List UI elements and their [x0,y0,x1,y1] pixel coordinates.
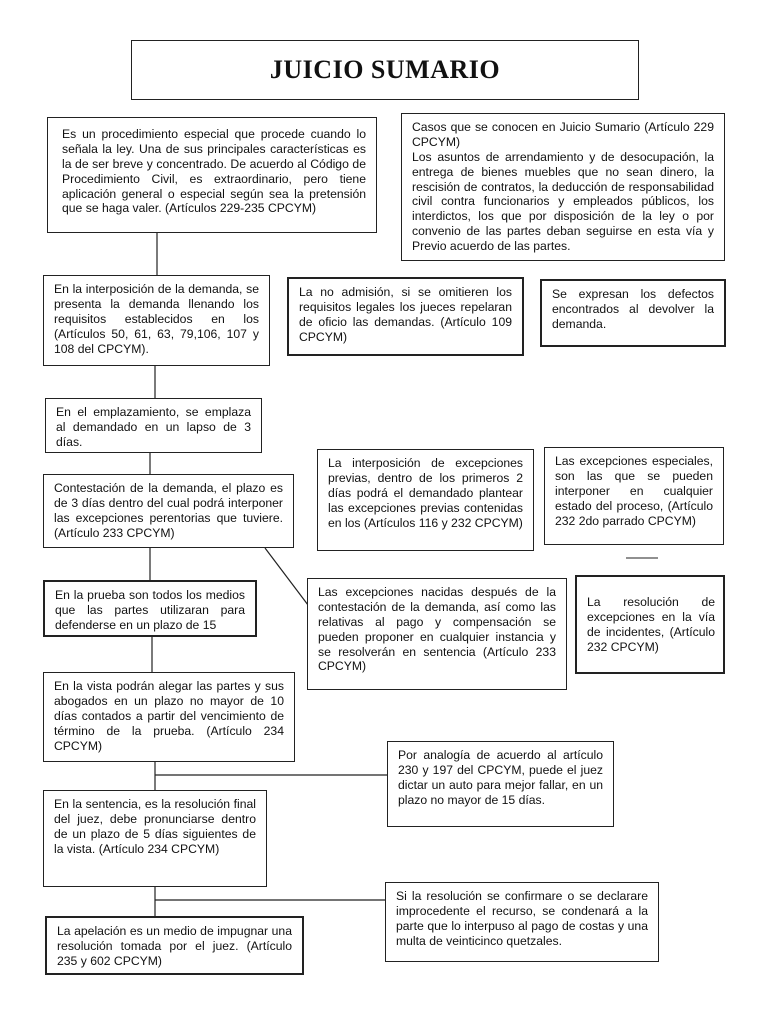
excepciones-especiales-box: Las excepciones especiales, son las que se pueden interponer en cualquier estado del proceso, (Artículo 232 2do parrado CPCYM) [544,447,724,545]
contestacion-box: Contestación de la demanda, el plazo es de 3 días dentro del cual podrá interponer las excepciones perentorias que tuviere. (Artículo 233 CPCYM) [43,474,294,548]
connector-contestacion-excepciones-nacidas [265,548,308,605]
sentencia-box: En la sentencia, es la resolución final del juez, debe pronunciarse dentro de un plazo de 5 días siguientes de la vista. (Artículo 234 CPCYM) [43,790,267,887]
no-admision-box: La no admisión, si se omitieren los requisitos legales los jueces repelaran de oficio las demandas. (Artículo 109 CPCYM) [287,277,524,356]
definicion-box: Es un procedimiento especial que procede cuando lo señala la ley. Una de sus principales características es la de ser breve y concentrado. De acuerdo al Código de Procedimiento Civil, es extraordinario, pero tiene aplicación general o especial según sea la pretensión que se haga valer. (Artículos 229-235 CPCYM) [47,117,377,233]
apelacion-box: La apelación es un medio de impugnar una resolución tomada por el juez. (Artículo 235 y 602 CPCYM) [45,916,304,975]
prueba-box: En la prueba son todos los medios que las partes utilizaran para defenderse en un plazo de 15 [43,580,257,637]
excepciones-previas-box: La interposición de excepciones previas, dentro de los primeros 2 días podrá el demandado plantear las excepciones previas contenidas en los (Artículos 116 y 232 CPCYM) [317,449,534,551]
page-title: JUICIO SUMARIO [131,40,639,100]
analogia-box: Por analogía de acuerdo al artículo 230 y 197 del CPCYM, puede el juez dictar un auto para mejor fallar, en un plazo no mayor de 15 días. [387,741,614,827]
resolucion-confirmare-box: Si la resolución se confirmare o se declarare improcedente el recurso, se condenará a la parte que lo interpuso al pago de costas y una multa de veinticinco quetzales. [385,882,659,962]
vista-box: En la vista podrán alegar las partes y sus abogados en un plazo no mayor de 10 días contados a partir del vencimiento de término de la prueba. (Artículo 234 CPCYM) [43,672,295,762]
excepciones-nacidas-box: Las excepciones nacidas después de la contestación de la demanda, así como las relativas al pago y compensación se pueden proponer en cualquier instancia y se resolverán en sentencia (Artículo 233 CPCYM) [307,578,567,690]
resolucion-excepciones-box: La resolución de excepciones en la vía de incidentes, (Artículo 232 CPCYM) [575,575,725,674]
interposicion-box: En la interposición de la demanda, se presenta la demanda llenando los requisitos establecidos en los (Artículos 50, 61, 63, 79,106, 107 y 108 del CPCYM). [43,275,270,366]
emplazamiento-box: En el emplazamiento, se emplaza al demandado en un lapso de 3 días. [45,398,262,453]
defectos-box: Se expresan los defectos encontrados al devolver la demanda. [540,279,726,347]
casos-box: Casos que se conocen en Juicio Sumario (Artículo 229 CPCYM) Los asuntos de arrendamiento y de desocupación, la entrega de bienes muebles que no sean dinero, la rescisión de contratos, la deducción de responsabilidad civil contra funcionarios y empleados públicos, los interdictos, los que por disposición de la ley o por convenio de las partes deban seguirse en esta vía y Previo acuerdo de las partes. [401,113,725,261]
